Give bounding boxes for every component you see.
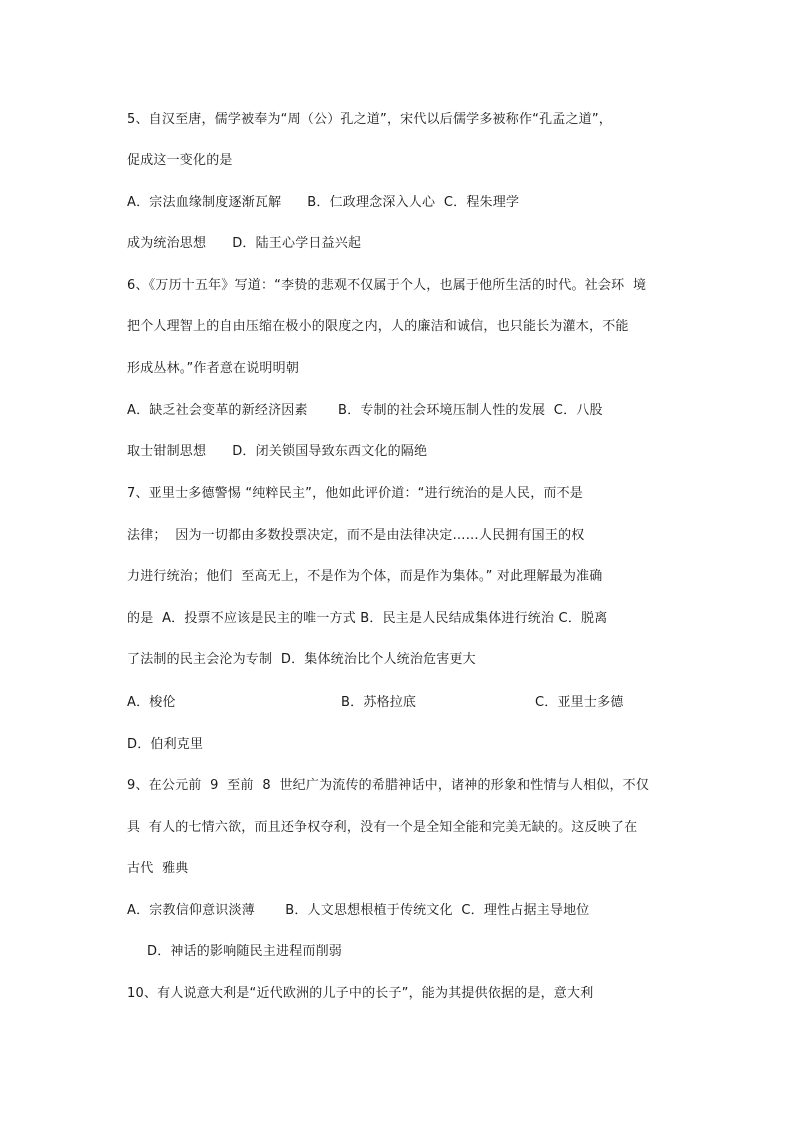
q5-options-line2: 成为统治思想 D．陆王心学日益兴起 bbox=[127, 236, 362, 251]
q5-stem-line1: 5、自汉至唐，儒学被奉为“周（公）孔之道”，宋代以后儒学多被称作“孔孟之道”， bbox=[127, 112, 613, 127]
q9-options-line1: A．宗教信仰意识淡薄 B．人文思想根植于传统文化 C．理性占据主导地位 bbox=[127, 903, 590, 918]
q7-stem-line2: 法律； 因为一切都由多数投票决定，而不是由法律决定……人民拥有国王的权 bbox=[127, 528, 585, 543]
q6-stem-line2: 把个人理智上的自由压缩在极小的限度之内，人的廉洁和诚信，也只能长为灌木，不能 bbox=[127, 319, 629, 334]
q9-stem-line3: 古代 雅典 bbox=[127, 861, 189, 876]
q10-stem-line1: 10、有人说意大利是“近代欧洲的儿子中的长子”，能为其提供依据的是，意大利 bbox=[127, 986, 594, 1001]
q9-stem-line1: 9、在公元前 9 至前 8 世纪广为流传的希腊神话中，诸神的形象和性情与人相似，不仅 bbox=[127, 778, 650, 793]
q9-stem-line2: 具 有人的七情六欲，而且还争权夺利，没有一个是全知全能和完美无缺的。这反映了在 bbox=[127, 820, 638, 835]
q6-stem-line3: 形成丛林。”作者意在说明明朝 bbox=[127, 361, 300, 376]
q5-stem-line2: 促成这一变化的是 bbox=[127, 153, 233, 168]
q8-option-a: A．梭伦 bbox=[127, 695, 176, 710]
q8-option-b: B．苏格拉底 bbox=[341, 695, 417, 710]
q7-stem-line4: 的是 A．投票不应该是民主的唯一方式 B．民主是人民结成集体进行统治 C．脱离 bbox=[127, 611, 608, 626]
q6-options-line1: A．缺乏社会变革的新经济因素 B．专制的社会环境压制人性的发展 C．八股 bbox=[127, 403, 603, 418]
q7-stem-line3: 力进行统治；他们 至高无上，不是作为个体，而是作为集体。” 对此理解最为准确 bbox=[127, 569, 603, 584]
q7-stem-line1: 7、亚里士多德警惕 “纯粹民主”，他如此评价道：“进行统治的是人民，而不是 bbox=[127, 486, 584, 501]
q5-options-line1: A．宗法血缘制度逐渐瓦解 B．仁政理念深入人心 C．程朱理学 bbox=[127, 195, 520, 210]
q7-stem-line5: 了法制的民主会沦为专制 D．集体统治比个人统治危害更大 bbox=[127, 652, 476, 667]
q9-options-line2: D．神话的影响随民主进程而削弱 bbox=[147, 944, 343, 959]
q6-stem-line1: 6、《万历十五年》写道：“李贽的悲观不仅属于个人，也属于他所生活的时代。社会环 境 bbox=[127, 278, 647, 293]
q6-options-line2: 取士钳制思想 D．闭关锁国导致东西文化的隔绝 bbox=[127, 444, 428, 459]
q8-option-c: C．亚里士多德 bbox=[535, 695, 624, 710]
q8-option-d: D．伯利克里 bbox=[127, 737, 204, 752]
